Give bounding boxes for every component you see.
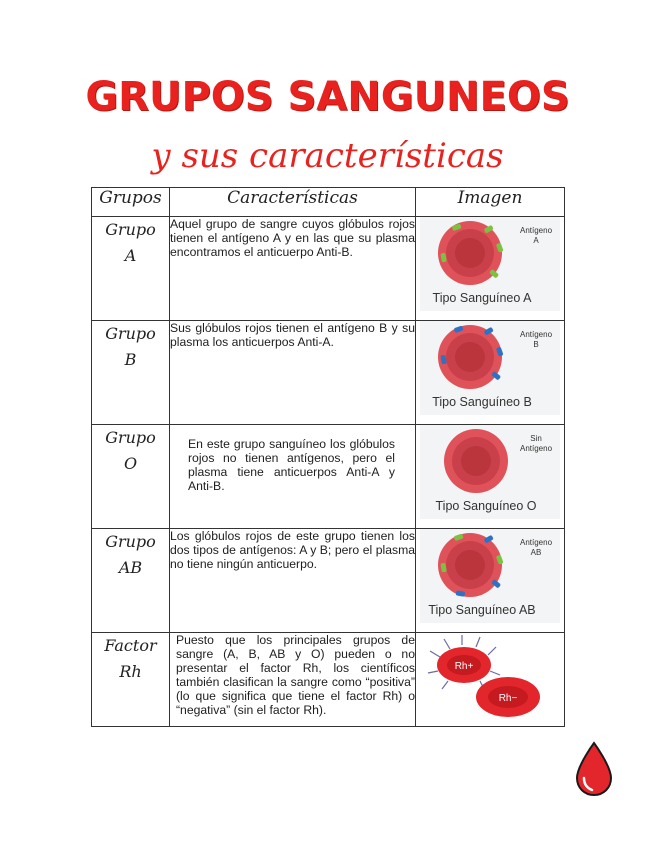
group-type: Rh xyxy=(119,662,142,681)
group-label: Grupo xyxy=(105,532,156,551)
image-caption: Tipo Sanguíneo B xyxy=(432,395,532,409)
antigen-label: Antígeno xyxy=(519,538,553,547)
image-cell xyxy=(416,321,565,425)
group-cell xyxy=(92,321,170,425)
antigen-type: Antígeno xyxy=(519,444,553,453)
table-row xyxy=(92,321,565,425)
table-header-row xyxy=(92,188,565,217)
group-label: Factor xyxy=(104,636,157,655)
group-cell xyxy=(92,633,170,727)
antigen-label: Antígeno xyxy=(519,226,553,235)
description-cell: En este grupo sanguíneo los glóbulos rojos no tienen antígenos, pero el plasma tiene anticuerpos Anti-A y Anti-B. xyxy=(170,425,416,529)
rh-negative-label: Rh− xyxy=(498,693,518,704)
antigen-label: Antígeno xyxy=(519,330,553,339)
group-label: Grupo xyxy=(105,428,156,447)
blood-cell-a-image xyxy=(420,217,560,311)
rh-positive-label: Rh+ xyxy=(454,661,474,672)
table-row xyxy=(92,633,565,727)
antigen-type: B xyxy=(533,340,539,349)
table-row xyxy=(92,217,565,321)
header-imagen: Imagen xyxy=(416,188,565,217)
rh-factor-image xyxy=(420,633,560,721)
header-grupos: Grupos xyxy=(92,188,170,217)
group-label: Grupo xyxy=(105,324,156,343)
image-caption: Tipo Sanguíneo A xyxy=(432,291,532,305)
antigen-type: A xyxy=(533,236,539,245)
group-type: O xyxy=(123,454,138,473)
page-title: GRUPOS SANGUNEOS xyxy=(85,74,570,120)
description-cell: Sus glóbulos rojos tienen el antígeno B y su plasma los anticuerpos Anti-A. xyxy=(170,321,416,425)
image-caption: Tipo Sanguíneo AB xyxy=(428,603,536,617)
group-type: A xyxy=(124,246,137,265)
group-label: Grupo xyxy=(105,220,156,239)
antigen-type: AB xyxy=(530,548,542,557)
group-type: B xyxy=(124,350,137,369)
description-cell: Puesto que los principales grupos de sangre (A, B, AB y O) pueden o no presentar el factor Rh, los científicos también clasifican la sangre como “positiva” (lo que significa que tiene el factor Rh) o “negativa” (sin el factor Rh). xyxy=(170,633,416,727)
group-cell xyxy=(92,217,170,321)
image-caption: Tipo Sanguíneo O xyxy=(435,499,537,513)
antigen-label: Sin xyxy=(530,434,542,443)
image-cell xyxy=(416,217,565,321)
description-cell: Los glóbulos rojos de este grupo tienen los dos tipos de antígenos: A y B; pero el plasma no tiene ningún anticuerpo. xyxy=(170,529,416,633)
blood-groups-table xyxy=(91,187,565,727)
header-caracteristicas: Características xyxy=(170,188,416,217)
group-type: AB xyxy=(118,558,143,577)
page-subtitle: y sus características xyxy=(151,136,504,176)
image-cell xyxy=(416,529,565,633)
blood-cell-o-image xyxy=(420,425,560,519)
table-row xyxy=(92,425,565,529)
group-cell xyxy=(92,425,170,529)
image-cell xyxy=(416,633,565,727)
blood-drop-icon xyxy=(572,740,616,803)
blood-cell-b-image xyxy=(420,321,560,415)
description-cell: Aquel grupo de sangre cuyos glóbulos rojos tienen el antígeno A y en las que su plasma encontramos el anticuerpo Anti-B. xyxy=(170,217,416,321)
group-cell xyxy=(92,529,170,633)
blood-cell-ab-image xyxy=(420,529,560,623)
image-cell xyxy=(416,425,565,529)
table-row xyxy=(92,529,565,633)
